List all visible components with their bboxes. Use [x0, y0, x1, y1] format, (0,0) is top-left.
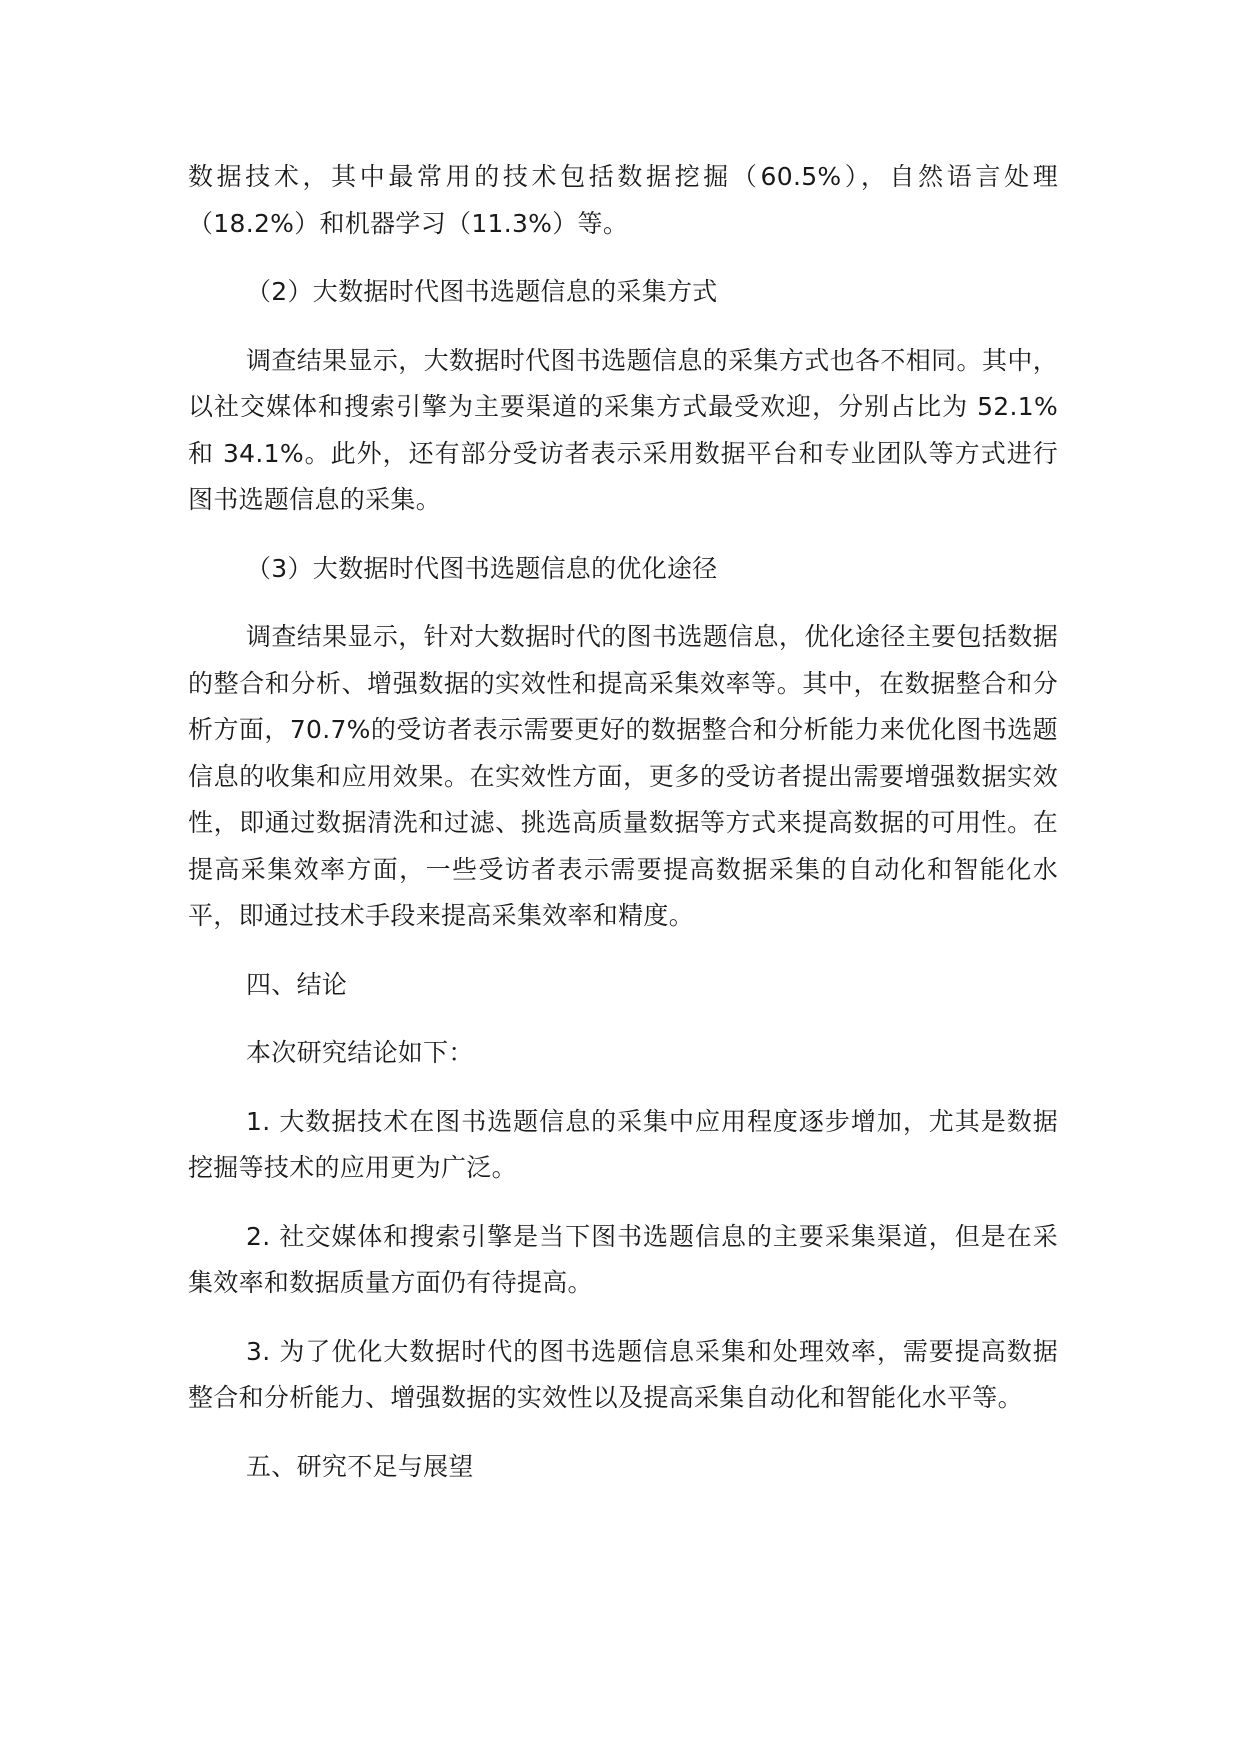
section-heading-conclusion: 四、结论 — [246, 969, 348, 999]
subheading-collection-methods: （2）大数据时代图书选题信息的采集方式 — [246, 277, 718, 306]
paragraph-optimization: 调查结果显示，针对大数据时代的图书选题信息，优化途径主要包括数据的整合和分析、增强数据的实效性和提高采集效率等。其中，在数据整合和分析方面，70.7%的受访者表示需要更好的数据整合和分析能力来优化图书选题信息的收集和应用效果。在实效性方面，更多的受访者提出需要增强数据实效性，即通过数据清洗和过滤、挑选高质量数据等方式来提高数据的可用性。在提高采集效率方面，一些受访者表示需要提高数据采集的自动化和智能化水平，即通过技术手段来提高采集效率和精度。 — [188, 622, 1058, 930]
paragraph-continued: 数据技术，其中最常用的技术包括数据挖掘（60.5%），自然语言处理（18.2%）和机器学习（11.3%）等。 — [188, 162, 1058, 238]
paragraph-collection-methods: 调查结果显示，大数据时代图书选题信息的采集方式也各不相同。其中，以社交媒体和搜索引擎为主要渠道的采集方式最受欢迎，分别占比为 52.1%和 34.1%。此外，还有部分受访者表示采用数据平台和专业团队等方式进行图书选题信息的采集。 — [188, 345, 1058, 514]
subheading-optimization: （3）大数据时代图书选题信息的优化途径 — [246, 553, 718, 583]
conclusion-intro: 本次研究结论如下： — [246, 1038, 474, 1067]
conclusion-item-1: 1. 大数据技术在图书选题信息的采集中应用程度逐步增加，尤其是数据挖掘等技术的应用更为广泛。 — [188, 1106, 1058, 1182]
document-body — [188, 154, 1058, 1490]
conclusion-item-3: 3. 为了优化大数据时代的图书选题信息采集和处理效率，需要提高数据整合和分析能力、增强数据的实效性以及提高采集自动化和智能化水平等。 — [188, 1336, 1058, 1412]
section-heading-limitations: 五、研究不足与展望 — [246, 1451, 474, 1481]
conclusion-item-2: 2. 社交媒体和搜索引擎是当下图书选题信息的主要采集渠道，但是在采集效率和数据质量方面仍有待提高。 — [188, 1221, 1058, 1297]
